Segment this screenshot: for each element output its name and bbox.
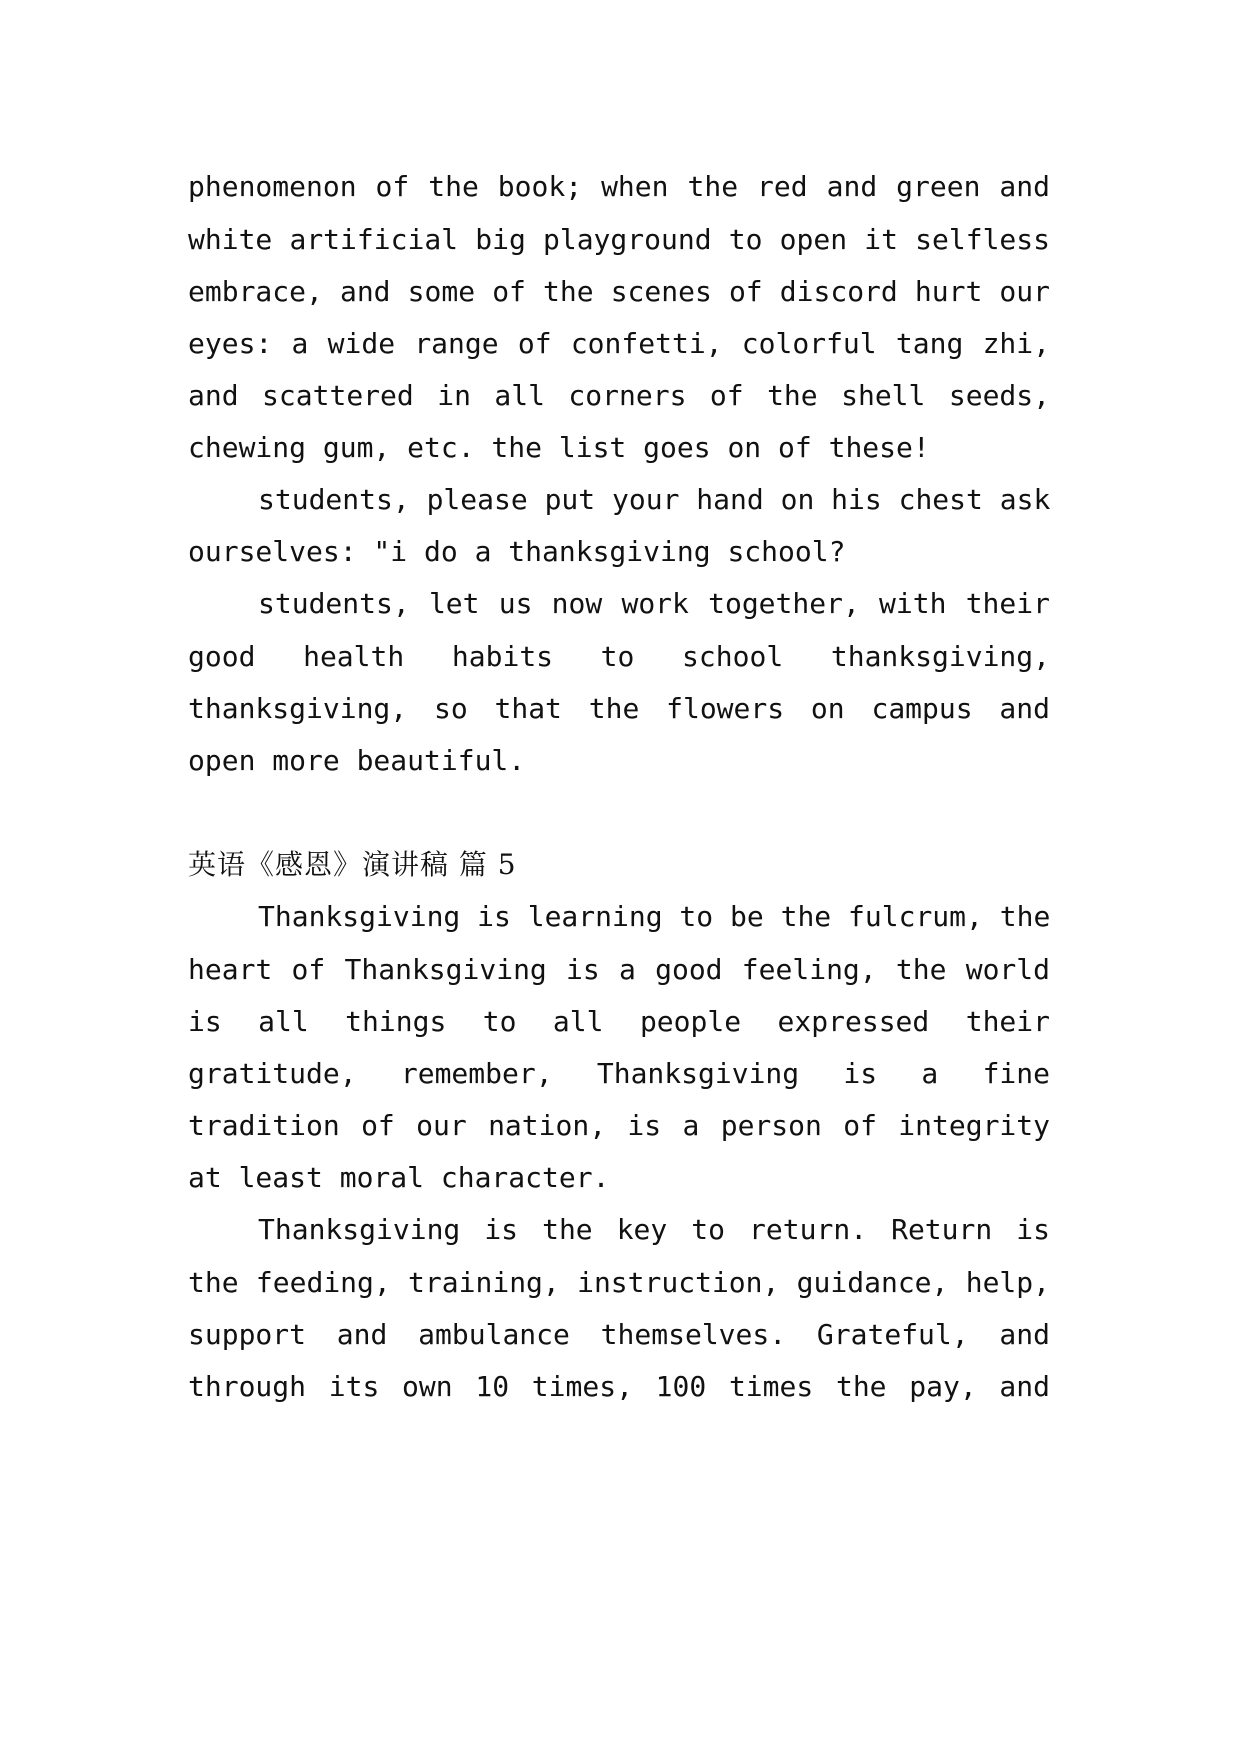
paragraph-line: and scattered in all corners of the shell seeds, (188, 379, 1050, 412)
paragraph-line: ourselves: "i do a thanksgiving school? (188, 535, 846, 568)
paragraph-line: good health habits to school thanksgiving, (188, 640, 1050, 673)
paragraph-line: gratitude, remember, Thanksgiving is a fine (188, 1057, 1050, 1090)
paragraph-line: students, please put your hand on his chest ask (258, 483, 1051, 516)
paragraph-line: open more beautiful. (188, 744, 526, 777)
paragraph-line: phenomenon of the book; when the red and green and (188, 170, 1050, 203)
paragraph-line: support and ambulance themselves. Grateful, and (188, 1318, 1050, 1351)
paragraph-line: at least moral character. (188, 1161, 610, 1194)
section-heading: 英语《感恩》演讲稿 篇 5 (188, 848, 517, 881)
paragraph-line: embrace, and some of the scenes of discord hurt our (188, 275, 1050, 308)
paragraph-line: through its own 10 times, 100 times the pay, and (188, 1370, 1050, 1403)
paragraph-line: chewing gum, etc. the list goes on of these! (188, 431, 930, 464)
paragraph-line: eyes: a wide range of confetti, colorful tang zhi, (188, 327, 1050, 360)
paragraph-line: tradition of our nation, is a person of integrity (188, 1109, 1050, 1142)
paragraph-line: students, let us now work together, with their (258, 587, 1050, 620)
paragraph-line: white artificial big playground to open it selfless (188, 223, 1050, 256)
paragraph-line: the feeding, training, instruction, guidance, help, (188, 1266, 1050, 1299)
paragraph-line: Thanksgiving is the key to return. Return is (258, 1213, 1050, 1246)
paragraph-line: heart of Thanksgiving is a good feeling, the world (188, 953, 1050, 986)
paragraph-line: thanksgiving, so that the flowers on campus and (188, 692, 1050, 725)
paragraph-line: is all things to all people expressed their (188, 1005, 1050, 1038)
paragraph-line: Thanksgiving is learning to be the fulcrum, the (258, 900, 1051, 933)
